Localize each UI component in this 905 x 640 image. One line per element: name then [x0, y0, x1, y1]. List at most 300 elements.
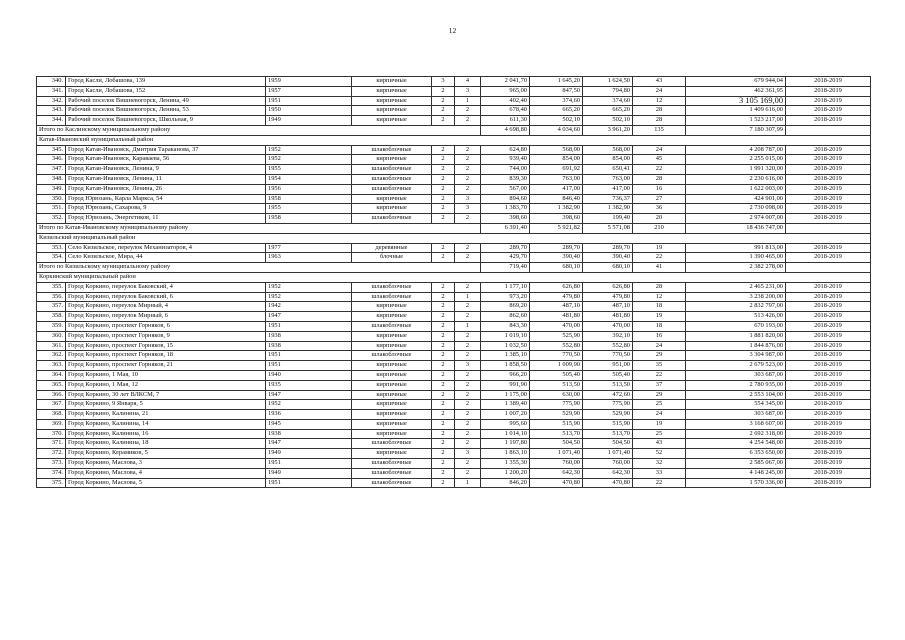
address-cell: Город Коркино, переулок Баковский, 6 [66, 292, 266, 302]
entrances-cell: 2 [455, 459, 481, 469]
cost-cell: 1 881 820,00 [686, 331, 786, 341]
wall-material-cell: шлакоблочные [352, 292, 432, 302]
address-cell: Город Катав-Ивановск, Ленина, 26 [66, 184, 266, 194]
wall-material-cell: кирпичные [352, 390, 432, 400]
residents-cell: 29 [633, 390, 686, 400]
year-cell: 1951 [266, 351, 352, 361]
district-name: Катав-Ивановский муниципальный район [37, 135, 871, 145]
period-cell: 2018-2019 [786, 243, 871, 253]
address-cell: Рабочий поселок Вишневогорск, Школьная, 9 [66, 116, 266, 126]
district-total-label: Итого по Кизильскому муниципальному району [37, 263, 481, 273]
row-number: 345. [37, 145, 66, 155]
row-number: 365. [37, 380, 66, 390]
district-total-row [37, 223, 871, 233]
table-row [37, 302, 871, 312]
floors-cell: 2 [432, 106, 455, 116]
residents-cell: 43 [633, 439, 686, 449]
entrances-cell: 2 [455, 439, 481, 449]
district-total-label: Итого по Катав-Ивановскому муниципальному району [37, 223, 481, 233]
cost-cell: 1 622 003,00 [686, 184, 786, 194]
floors-cell: 2 [432, 253, 455, 263]
row-number: 356. [37, 292, 66, 302]
wall-material-cell: кирпичные [352, 341, 432, 351]
address-cell: Город Катав-Ивановск, Ленина, 11 [66, 174, 266, 184]
cost-cell: 1 390 465,00 [686, 253, 786, 263]
wall-material-cell: шлакоблочные [352, 459, 432, 469]
address-cell: Город Катав-Ивановск, Караваева, 56 [66, 155, 266, 165]
floors-cell: 3 [432, 77, 455, 87]
residents-cell: 210 [633, 223, 686, 233]
year-cell: 1952 [266, 292, 352, 302]
total-area-cell: 1 019,10 [481, 331, 530, 341]
residential-area-cell: 1 624,50 [583, 77, 633, 87]
living-area-cell: 763,00 [530, 174, 583, 184]
address-cell: Город Касли, Лобашова, 139 [66, 77, 266, 87]
entrances-cell: 2 [455, 184, 481, 194]
living-area-cell: 289,70 [530, 243, 583, 253]
table-row [37, 77, 871, 87]
wall-material-cell: кирпичные [352, 86, 432, 96]
total-area-cell: 1 007,20 [481, 410, 530, 420]
total-area-cell: 965,00 [481, 86, 530, 96]
wall-material-cell: шлакоблочные [352, 478, 432, 488]
year-cell: 1942 [266, 302, 352, 312]
living-area-cell: 691,92 [530, 165, 583, 175]
year-cell: 1954 [266, 174, 352, 184]
period-cell: 2018-2019 [786, 184, 871, 194]
living-area-cell: 470,80 [530, 478, 583, 488]
period-cell: 2018-2019 [786, 321, 871, 331]
floors-cell: 2 [432, 468, 455, 478]
table-row [37, 449, 871, 459]
living-area-cell: 529,90 [530, 410, 583, 420]
year-cell: 1949 [266, 116, 352, 126]
district-header-row [37, 272, 871, 282]
page-number: 12 [448, 26, 457, 35]
row-number: 369. [37, 419, 66, 429]
living-area-cell: 513,70 [530, 429, 583, 439]
table-row [37, 292, 871, 302]
year-cell: 1936 [266, 410, 352, 420]
year-cell: 1952 [266, 155, 352, 165]
period-cell: 2018-2019 [786, 468, 871, 478]
total-area-cell: 567,00 [481, 184, 530, 194]
address-cell: Город Катав-Ивановск, Дмитрия Тараканова, 37 [66, 145, 266, 155]
floors-cell: 2 [432, 439, 455, 449]
residents-cell: 12 [633, 292, 686, 302]
row-number: 364. [37, 370, 66, 380]
residents-cell: 24 [633, 341, 686, 351]
residents-cell: 27 [633, 194, 686, 204]
total-area-cell: 678,40 [481, 106, 530, 116]
address-cell: Город Коркино, Калинина, 16 [66, 429, 266, 439]
residential-area-cell: 390,40 [583, 253, 633, 263]
living-area-cell: 513,50 [530, 380, 583, 390]
cost-cell: 6 353 650,00 [686, 449, 786, 459]
wall-material-cell: кирпичные [352, 400, 432, 410]
living-area-cell: 398,60 [530, 214, 583, 224]
residents-cell: 12 [633, 96, 686, 106]
cost-cell: 991 813,00 [686, 243, 786, 253]
floors-cell: 2 [432, 204, 455, 214]
floors-cell: 2 [432, 243, 455, 253]
residents-cell: 41 [633, 263, 686, 273]
address-cell: Город Коркино, проспект Горняков, 9 [66, 331, 266, 341]
cost-cell: 679 944,04 [686, 77, 786, 87]
entrances-cell: 2 [455, 468, 481, 478]
registry-body [37, 77, 871, 488]
cost-cell: 7 180 307,99 [686, 125, 786, 135]
residential-area-cell: 513,50 [583, 380, 633, 390]
cost-cell: 2 230 616,00 [686, 174, 786, 184]
cost-cell: 554 345,00 [686, 400, 786, 410]
period-cell: 2018-2019 [786, 253, 871, 263]
row-number: 366. [37, 390, 66, 400]
living-area-cell: 525,90 [530, 331, 583, 341]
period-cell: 2018-2019 [786, 361, 871, 371]
period-cell: 2018-2019 [786, 380, 871, 390]
address-cell: Село Кизильское, Мира, 44 [66, 253, 266, 263]
entrances-cell: 2 [455, 400, 481, 410]
table-row [37, 184, 871, 194]
year-cell: 1955 [266, 165, 352, 175]
wall-material-cell: кирпичные [352, 77, 432, 87]
floors-cell: 2 [432, 390, 455, 400]
entrances-cell: 2 [455, 351, 481, 361]
district-name: Коркинский муниципальный район [37, 272, 871, 282]
total-area-cell: 973,20 [481, 292, 530, 302]
period-cell: 2018-2019 [786, 478, 871, 488]
table-row [37, 165, 871, 175]
wall-material-cell: кирпичные [352, 449, 432, 459]
living-area-cell: 505,40 [530, 370, 583, 380]
residents-cell: 22 [633, 478, 686, 488]
address-cell: Рабочий поселок Вишневогорск, Ленина, 49 [66, 96, 266, 106]
table-row [37, 429, 871, 439]
wall-material-cell: кирпичные [352, 410, 432, 420]
address-cell: Город Юрюзань, Энергетиков, 11 [66, 214, 266, 224]
wall-material-cell: шлакоблочные [352, 468, 432, 478]
table-row [37, 400, 871, 410]
total-area-cell: 939,40 [481, 155, 530, 165]
district-total-row [37, 263, 871, 273]
total-area-cell: 2 041,70 [481, 77, 530, 87]
total-area-cell: 744,00 [481, 165, 530, 175]
floors-cell: 2 [432, 380, 455, 390]
living-area-cell: 481,80 [530, 312, 583, 322]
year-cell: 1956 [266, 184, 352, 194]
living-area-cell: 1 645,20 [530, 77, 583, 87]
row-number: 357. [37, 302, 66, 312]
residential-area-cell: 650,41 [583, 165, 633, 175]
cost-cell: 2 255 015,00 [686, 155, 786, 165]
table-row [37, 380, 871, 390]
floors-cell: 2 [432, 184, 455, 194]
floors-cell: 2 [432, 400, 455, 410]
entrances-cell: 2 [455, 174, 481, 184]
total-area-cell: 4 698,80 [481, 125, 530, 135]
period-cell: 2018-2019 [786, 204, 871, 214]
residents-cell: 135 [633, 125, 686, 135]
residents-cell: 25 [633, 429, 686, 439]
residents-cell: 19 [633, 419, 686, 429]
residential-area-cell: 470,00 [583, 321, 633, 331]
row-number: 352. [37, 214, 66, 224]
total-area-cell: 839,30 [481, 174, 530, 184]
living-area-cell: 1 009,90 [530, 361, 583, 371]
total-area-cell: 894,60 [481, 194, 530, 204]
row-number: 371. [37, 439, 66, 449]
wall-material-cell: шлакоблочные [352, 184, 432, 194]
row-number: 353. [37, 243, 66, 253]
address-cell: Город Коркино, проспект Горняков, 18 [66, 351, 266, 361]
wall-material-cell: шлакоблочные [352, 174, 432, 184]
living-area-cell: 854,00 [530, 155, 583, 165]
entrances-cell: 2 [455, 214, 481, 224]
year-cell: 1958 [266, 194, 352, 204]
total-area-cell: 398,60 [481, 214, 530, 224]
row-number: 359. [37, 321, 66, 331]
total-area-cell: 869,20 [481, 302, 530, 312]
row-number: 351. [37, 204, 66, 214]
year-cell: 1958 [266, 214, 352, 224]
year-cell: 1947 [266, 439, 352, 449]
table-row [37, 282, 871, 292]
entrances-cell: 2 [455, 312, 481, 322]
row-number: 344. [37, 116, 66, 126]
table-row [37, 341, 871, 351]
address-cell: Город Катав-Ивановск, Ленина, 9 [66, 165, 266, 175]
residential-area-cell: 568,00 [583, 145, 633, 155]
entrances-cell: 3 [455, 86, 481, 96]
residential-area-cell: 472,60 [583, 390, 633, 400]
floors-cell: 2 [432, 155, 455, 165]
total-area-cell: 719,40 [481, 263, 530, 273]
entrances-cell: 2 [455, 370, 481, 380]
address-cell: Село Кизильское, переулок Механизаторов, 4 [66, 243, 266, 253]
entrances-cell: 2 [455, 341, 481, 351]
wall-material-cell: кирпичные [352, 380, 432, 390]
entrances-cell: 2 [455, 106, 481, 116]
residential-area-cell: 529,90 [583, 410, 633, 420]
table-row [37, 419, 871, 429]
period-cell: 2018-2019 [786, 116, 871, 126]
table-row [37, 331, 871, 341]
year-cell: 1951 [266, 321, 352, 331]
year-cell: 1945 [266, 419, 352, 429]
residents-cell: 37 [633, 380, 686, 390]
cost-cell: 2 679 523,00 [686, 361, 786, 371]
period-cell: 2018-2019 [786, 214, 871, 224]
year-cell: 1951 [266, 361, 352, 371]
residential-area-cell: 5 571,08 [583, 223, 633, 233]
address-cell: Город Коркино, Калинина, 14 [66, 419, 266, 429]
residential-area-cell: 199,40 [583, 214, 633, 224]
residents-cell: 28 [633, 282, 686, 292]
residents-cell: 24 [633, 410, 686, 420]
cost-cell: 1 991 320,00 [686, 165, 786, 175]
table-row [37, 174, 871, 184]
period-cell: 2018-2019 [786, 439, 871, 449]
table-row [37, 370, 871, 380]
period-cell [786, 223, 871, 233]
wall-material-cell: кирпичные [352, 116, 432, 126]
table-row [37, 155, 871, 165]
year-cell: 1949 [266, 468, 352, 478]
row-number: 375. [37, 478, 66, 488]
cost-cell: 2 553 104,00 [686, 390, 786, 400]
period-cell [786, 263, 871, 273]
residents-cell: 32 [633, 459, 686, 469]
floors-cell: 2 [432, 429, 455, 439]
period-cell: 2018-2019 [786, 106, 871, 116]
row-number: 374. [37, 468, 66, 478]
cost-cell: 424 901,00 [686, 194, 786, 204]
year-cell: 1951 [266, 459, 352, 469]
table-row [37, 214, 871, 224]
address-cell: Город Коркино, Маслова, 3 [66, 459, 266, 469]
residential-area-cell: 552,80 [583, 341, 633, 351]
year-cell: 1935 [266, 380, 352, 390]
residents-cell: 22 [633, 370, 686, 380]
year-cell: 1938 [266, 429, 352, 439]
table-row [37, 321, 871, 331]
row-number: 372. [37, 449, 66, 459]
row-number: 341. [37, 86, 66, 96]
period-cell: 2018-2019 [786, 400, 871, 410]
total-area-cell: 1 858,50 [481, 361, 530, 371]
residents-cell: 25 [633, 400, 686, 410]
table-row [37, 86, 871, 96]
cost-cell: 3 304 987,00 [686, 351, 786, 361]
cost-cell: 2 382 278,00 [686, 263, 786, 273]
total-area-cell: 429,70 [481, 253, 530, 263]
period-cell: 2018-2019 [786, 165, 871, 175]
address-cell: Город Коркино, Калинина, 18 [66, 439, 266, 449]
floors-cell: 2 [432, 194, 455, 204]
cost-cell: 2 780 935,00 [686, 380, 786, 390]
residential-area-cell: 760,00 [583, 459, 633, 469]
total-area-cell: 289,70 [481, 243, 530, 253]
period-cell: 2018-2019 [786, 410, 871, 420]
residents-cell: 33 [633, 468, 686, 478]
wall-material-cell: кирпичные [352, 155, 432, 165]
period-cell: 2018-2019 [786, 459, 871, 469]
living-area-cell: 502,10 [530, 116, 583, 126]
cost-cell: 1 570 336,00 [686, 478, 786, 488]
cost-cell: 2 585 067,00 [686, 459, 786, 469]
period-cell: 2018-2019 [786, 390, 871, 400]
entrances-cell: 1 [455, 96, 481, 106]
entrances-cell: 3 [455, 204, 481, 214]
floors-cell: 2 [432, 96, 455, 106]
wall-material-cell: кирпичные [352, 106, 432, 116]
row-number: 347. [37, 165, 66, 175]
floors-cell: 2 [432, 321, 455, 331]
cost-cell: 2 692 318,00 [686, 429, 786, 439]
floors-cell: 2 [432, 459, 455, 469]
residents-cell: 20 [633, 214, 686, 224]
residential-area-cell: 770,50 [583, 351, 633, 361]
row-number: 367. [37, 400, 66, 410]
period-cell: 2018-2019 [786, 96, 871, 106]
entrances-cell: 2 [455, 253, 481, 263]
address-cell: Город Коркино, проспект Горняков, 6 [66, 321, 266, 331]
period-cell: 2018-2019 [786, 312, 871, 322]
row-number: 342. [37, 96, 66, 106]
table-row [37, 459, 871, 469]
residential-area-cell: 3 961,20 [583, 125, 633, 135]
residential-area-cell: 642,30 [583, 468, 633, 478]
living-area-cell: 504,50 [530, 439, 583, 449]
total-area-cell: 862,60 [481, 312, 530, 322]
residential-area-cell: 775,90 [583, 400, 633, 410]
living-area-cell: 665,20 [530, 106, 583, 116]
total-area-cell: 624,80 [481, 145, 530, 155]
wall-material-cell: блочные [352, 253, 432, 263]
residential-area-cell: 487,10 [583, 302, 633, 312]
entrances-cell: 2 [455, 145, 481, 155]
wall-material-cell: шлакоблочные [352, 145, 432, 155]
period-cell: 2018-2019 [786, 174, 871, 184]
row-number: 373. [37, 459, 66, 469]
total-area-cell: 991,90 [481, 380, 530, 390]
period-cell: 2018-2019 [786, 282, 871, 292]
residents-cell: 36 [633, 204, 686, 214]
total-area-cell: 1 014,10 [481, 429, 530, 439]
residents-cell: 29 [633, 351, 686, 361]
residents-cell: 19 [633, 243, 686, 253]
total-area-cell: 1 863,10 [481, 449, 530, 459]
cost-cell: 18 436 747,00 [686, 223, 786, 233]
residential-area-cell: 1 382,90 [583, 204, 633, 214]
district-total-row [37, 125, 871, 135]
total-area-cell: 1 383,70 [481, 204, 530, 214]
year-cell: 1959 [266, 77, 352, 87]
table-row [37, 243, 871, 253]
living-area-cell: 487,10 [530, 302, 583, 312]
living-area-cell: 847,50 [530, 86, 583, 96]
residents-cell: 43 [633, 77, 686, 87]
entrances-cell: 2 [455, 419, 481, 429]
residents-cell: 18 [633, 321, 686, 331]
entrances-cell: 4 [455, 77, 481, 87]
residents-cell: 19 [633, 312, 686, 322]
address-cell: Город Коркино, Маслова, 4 [66, 468, 266, 478]
housing-registry-table [36, 76, 871, 488]
total-area-cell: 6 391,40 [481, 223, 530, 233]
year-cell: 1963 [266, 253, 352, 263]
floors-cell: 2 [432, 410, 455, 420]
floors-cell: 2 [432, 292, 455, 302]
period-cell: 2018-2019 [786, 351, 871, 361]
residential-area-cell: 665,20 [583, 106, 633, 116]
floors-cell: 2 [432, 86, 455, 96]
total-area-cell: 843,30 [481, 321, 530, 331]
wall-material-cell: кирпичные [352, 429, 432, 439]
residential-area-cell: 854,00 [583, 155, 633, 165]
address-cell: Город Коркино, Керамиков, 5 [66, 449, 266, 459]
district-header-row [37, 233, 871, 243]
table-row [37, 361, 871, 371]
residential-area-cell: 504,50 [583, 439, 633, 449]
entrances-cell: 1 [455, 321, 481, 331]
address-cell: Город Коркино, 30 лет ВЛКСМ, 7 [66, 390, 266, 400]
total-area-cell: 1 032,50 [481, 341, 530, 351]
period-cell: 2018-2019 [786, 86, 871, 96]
row-number: 350. [37, 194, 66, 204]
row-number: 340. [37, 77, 66, 87]
